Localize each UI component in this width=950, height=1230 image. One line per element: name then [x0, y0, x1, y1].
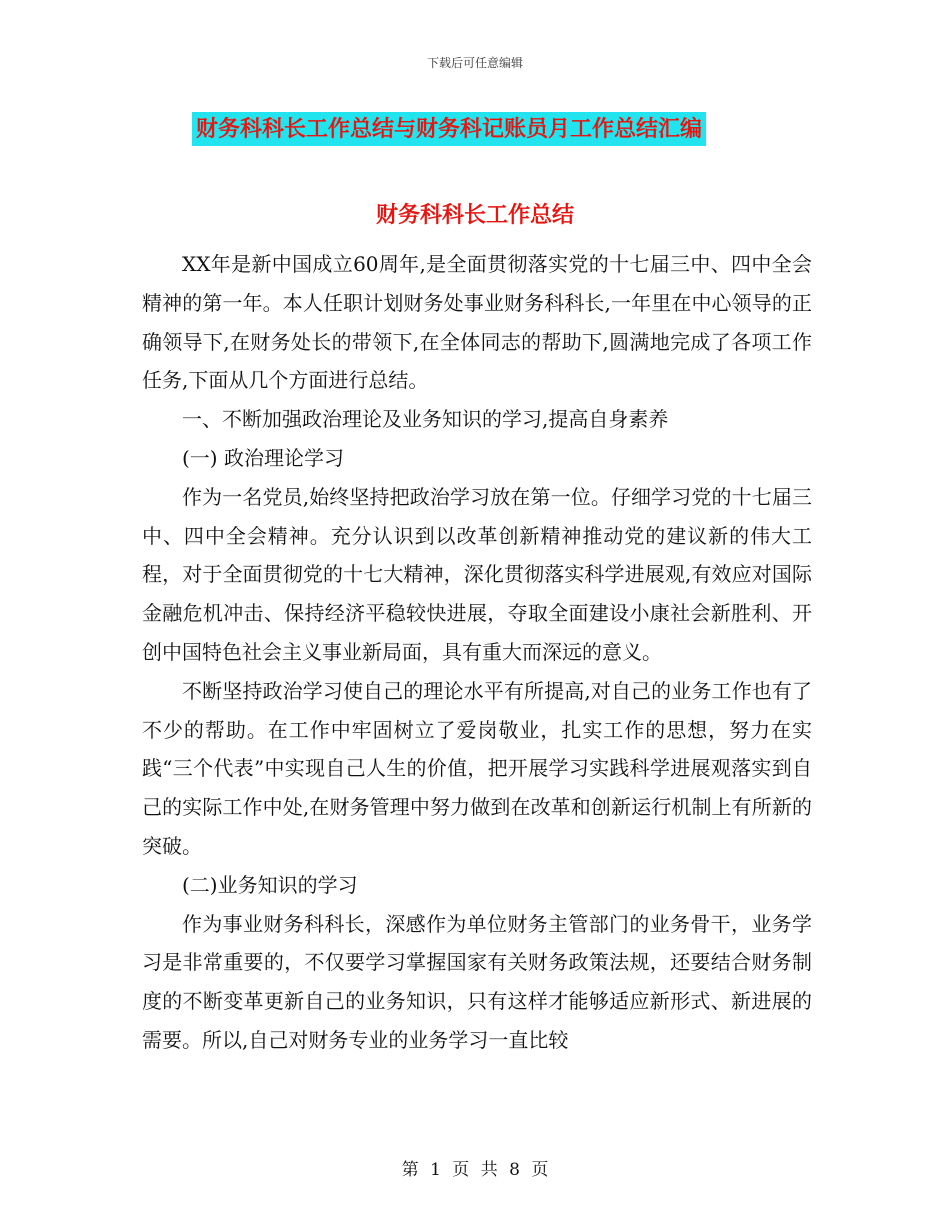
- paragraph-political-study: 作为一名党员,始终坚持把政治学习放在第一位。仔细学习党的十七届三中、四中全会精神。充分认识到以改革创新精神推动党的建议新的伟大工程，对于全面贯彻党的十七大精神，深化贯彻落实科学进展观,有效应对国际金融危机冲击、保持经济平稳较快进展，夺取全面建设小康社会新胜利、开创中国特色社会主义事业新局面，具有重大而深远的意义。: [142, 484, 812, 664]
- subheading-business-study: (二)业务知识的学习: [182, 872, 358, 897]
- document-body: [142, 245, 812, 1060]
- heading-section-1: 一、不断加强政治理论及业务知识的学习,提高自身素养: [182, 407, 669, 432]
- subheading-political-study: (一) 政治理论学习: [182, 445, 344, 470]
- document-title: 财务科科长工作总结与财务科记账员月工作总结汇编: [192, 112, 706, 146]
- page-footer: 第 1 页 共 8 页: [401, 1160, 549, 1180]
- header-note: 下载后可任意编辑: [426, 56, 523, 70]
- paragraph-business-study: 作为事业财务科科长，深感作为单位财务主管部门的业务骨干，业务学习是非常重要的，不仅要学习掌握国家有关财务政策法规，还要结合财务制度的不断变革更新自己的业务知识，只有这样才能够适应新形式、新进展的需要。所以,自己对财务专业的业务学习一直比较: [142, 911, 812, 1052]
- paragraph-study-benefits: 不断坚持政治学习使自己的理论水平有所提高,对自己的业务工作也有了不少的帮助。在工作中牢固树立了爱岗敬业，扎实工作的思想，努力在实践“三个代表”中实现自己人生的价值，把开展学习实践科学进展观落实到自己的实际工作中处,在财务管理中努力做到在改革和创新运行机制上有所新的突破。: [142, 678, 812, 858]
- paragraph-intro: XX年是新中国成立60周年,是全面贯彻落实党的十七届三中、四中全会精神的第一年。本人任职计划财务处事业财务科科长,一年里在中心领导的正确领导下,在财务处长的带领下,在全体同志的帮助下,圆满地完成了各项工作任务,下面从几个方面进行总结。: [142, 252, 812, 393]
- section-title: 财务科科长工作总结: [375, 202, 574, 228]
